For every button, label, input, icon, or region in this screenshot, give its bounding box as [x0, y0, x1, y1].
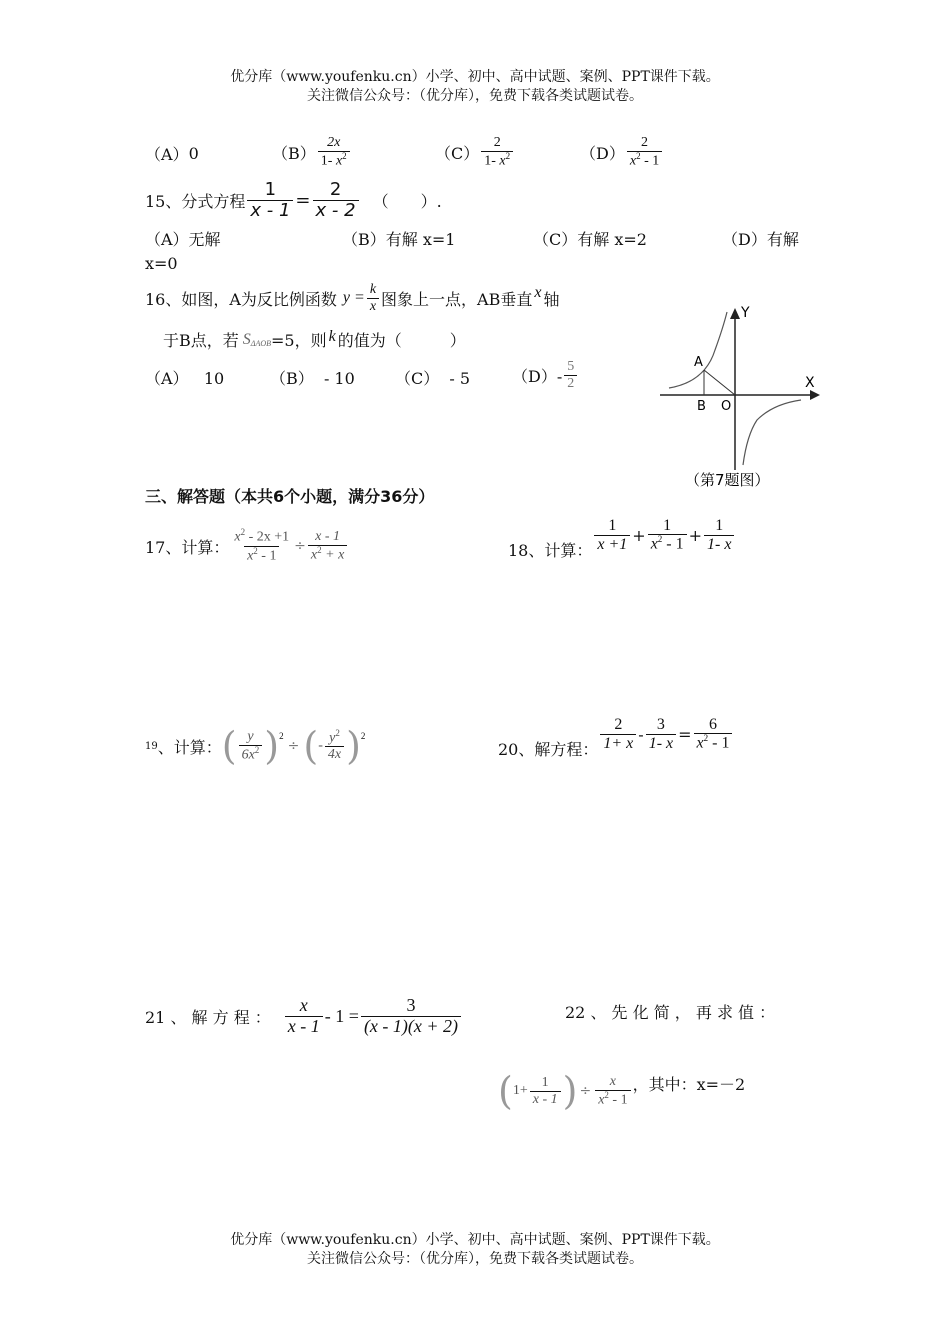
q16-option-b: （B） - 10: [270, 369, 355, 388]
footer-line-1: 优分库（www.youfenku.cn）小学、初中、高中试题、案例、PPT课件下载。: [230, 1232, 720, 1248]
hyperbola-figure: [655, 300, 835, 495]
q15-option-c: （C）有解 x=2: [533, 230, 647, 249]
question-label: 20、解方程：: [498, 739, 599, 759]
q14-option-c: [435, 128, 515, 176]
option-label: （A）: [145, 144, 189, 164]
q15-option-a: （A）无解: [145, 230, 221, 249]
q16-option-c: （C） - 5: [395, 369, 471, 388]
fraction: $\frac{2}{x^2 - 1}$: [627, 135, 662, 168]
q17: 17、计算： $\frac{x^2 - 2x +1}{x^2 - 1}$ ÷ $\frac{x - 1}{x^2 + x}$: [145, 520, 349, 572]
fraction: $\frac{x}{x - 1}$: [285, 996, 323, 1037]
q15-option-d: （D）有解: [722, 230, 799, 249]
fraction: $\frac{x - 1}{x^2 + x}$: [308, 529, 347, 562]
q15-option-d-wrap: x=0: [145, 254, 178, 273]
q16-option-d: （D）- $\frac{5}{2}$: [512, 355, 579, 395]
fraction: $\frac{x}{x^2 - 1}$: [595, 1074, 630, 1107]
q14-option-a: [145, 133, 199, 173]
header-line-1: 优分库（www.youfenku.cn）小学、初中、高中试题、案例、PPT课件下载。: [230, 69, 720, 85]
fraction: $\frac{6}{x^2 - 1}$: [694, 716, 733, 753]
label-o: O: [721, 399, 732, 414]
q16-line-2: 于B点，若 S $_{\Delta AOB}$ =5，则 k 的值为（ ）: [163, 327, 466, 350]
q15-option-b: （B）有解 x=1: [342, 230, 456, 249]
fraction: $\frac{3}{(x - 1)(x + 2)}$: [361, 996, 461, 1037]
q16-stem: 16、如图，A为反比例函数 y = $\frac{k}{x}$ 图象上一点，AB垂直 x 轴: [145, 282, 560, 314]
question-label: 、计算：: [157, 737, 222, 757]
fraction: $\frac{1}{1- x}$: [704, 517, 734, 553]
fraction: $\frac{3}{1- x}$: [646, 716, 676, 752]
label-x: X: [805, 375, 815, 391]
fraction: $\frac{2x}{1- x^2}$: [318, 135, 350, 168]
q14-option-b: [272, 128, 352, 176]
question-label: 21 、 解 方 程 ：: [145, 1007, 271, 1027]
label-b: B: [697, 399, 706, 414]
question-label: 18、计算：: [508, 540, 593, 560]
hyperbola-branch-2nd-quadrant: [669, 312, 727, 388]
y-axis-arrow-icon: [730, 308, 740, 319]
q19: 19 、计算： ( $\frac{y}{6x^2}$ ) 2 ÷ ( - $\frac{y^2}{4x}$ ) 2: [145, 724, 366, 768]
footer-line-2: 关注微信公众号：（优分库），免费下载各类试题试卷。: [307, 1251, 643, 1267]
fraction: $\frac{1}{x +1}$: [594, 517, 630, 553]
hyperbola-branch-4th-quadrant: [743, 400, 801, 465]
q18: 18、计算： $\frac{1}{x +1}$ + $\frac{1}{x^2 - 1}$ + $\frac{1}{1- x}$: [508, 507, 736, 563]
label-a: A: [694, 355, 703, 370]
header-line-2: 关注微信公众号：（优分库），免费下载各类试题试卷。: [307, 88, 643, 104]
option-label: （D）: [580, 143, 625, 163]
fraction: $\frac{y^2}{4x}$: [325, 729, 344, 762]
fraction: $\frac{5}{2}$: [564, 359, 577, 391]
q21: 21 、 解 方 程 ： $\frac{x}{x - 1}$ - 1 = $\frac{3}{(x - 1)(x + 2)}$: [145, 988, 463, 1044]
x-axis-arrow-icon: [810, 390, 820, 400]
section-title: 三、解答题（本共6个小题，满分36分）: [145, 487, 435, 506]
q14-option-d: [580, 128, 664, 176]
fraction: $\frac{2}{1- x^2}$: [481, 135, 513, 168]
question-label: 17、计算：: [145, 537, 230, 557]
fraction: $\frac{1}{x - 1}$: [247, 180, 293, 221]
q15-stem: 15、分式方程 $\frac{1}{x - 1}$ = $\frac{2}{x - 2}$ （ ）.: [145, 178, 442, 221]
fraction: $\frac{k}{x}$: [367, 282, 379, 314]
fraction: $\frac{x^2 - 2x +1}{x^2 - 1}$: [234, 527, 290, 564]
option-label: （C）: [435, 143, 480, 163]
q22-label: 22 、 先 化 简 ， 再 求 值 ：: [565, 1003, 776, 1022]
figure-caption: （第7题图）: [685, 471, 770, 489]
fraction: $\frac{2}{1+ x}$: [600, 716, 636, 752]
label-y: Y: [741, 305, 750, 321]
fraction: $\frac{y}{6x^2}$: [239, 729, 263, 762]
q20: 20、解方程： $\frac{2}{1+ x}$ - $\frac{3}{1- x}$ = $\frac{6}{x^2 - 1}$: [498, 706, 734, 762]
q22-condition: ，其中：x=－2: [632, 1074, 746, 1094]
fraction: $\frac{1}{x^2 - 1}$: [648, 517, 687, 554]
q16-option-a: （A） 10: [145, 369, 225, 388]
option-value: 0: [188, 143, 199, 163]
segment-ao: [704, 370, 735, 395]
option-label: （B）: [272, 143, 316, 163]
q22-expression: ( 1+ $\frac{1}{x - 1}$ ) ÷ $\frac{x}{x^2 - 1}$ ，其中：x=－2: [498, 1069, 746, 1113]
fraction: $\frac{1}{x - 1}$: [530, 1075, 561, 1107]
fraction: $\frac{2}{x - 2}$: [313, 180, 359, 221]
